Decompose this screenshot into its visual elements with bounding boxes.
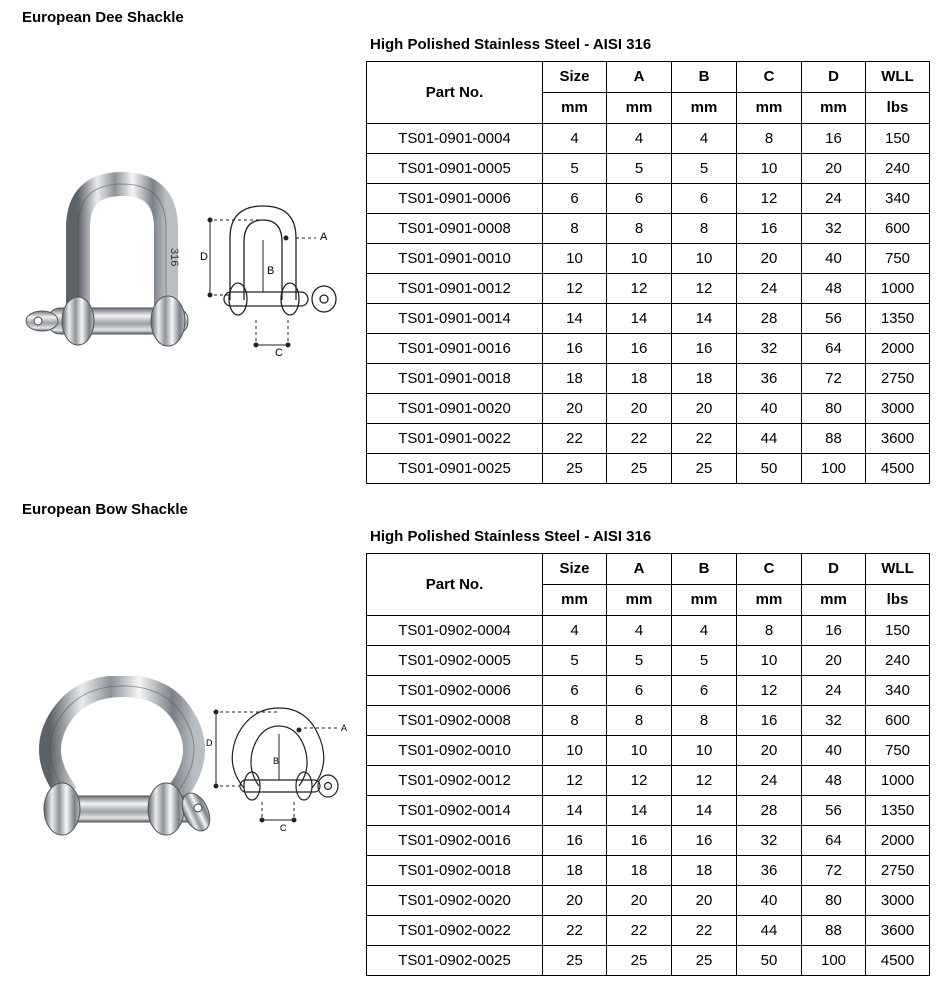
value-cell: 16 [802,616,866,646]
part-number-cell: TS01-0902-0010 [367,736,543,766]
table-row [367,646,930,676]
part-number-cell: TS01-0901-0018 [367,364,543,394]
unit-header: mm [607,93,672,124]
col-header: A [607,62,672,93]
value-cell: 28 [737,304,802,334]
col-header: WLL [866,62,930,93]
value-cell: 20 [802,154,866,184]
part-number-cell: TS01-0902-0008 [367,706,543,736]
value-cell: 6 [543,676,607,706]
value-cell: 16 [737,214,802,244]
value-cell: 4 [607,616,672,646]
value-cell: 20 [607,394,672,424]
value-cell: 12 [543,766,607,796]
value-cell: 18 [672,856,737,886]
unit-header: mm [672,585,737,616]
value-cell: 80 [802,886,866,916]
value-cell: 3000 [866,394,930,424]
value-cell: 25 [672,946,737,976]
value-cell: 10 [672,244,737,274]
value-cell: 150 [866,616,930,646]
table-row [367,616,930,646]
unit-header: mm [737,93,802,124]
part-number-cell: TS01-0901-0010 [367,244,543,274]
col-header: D [802,554,866,585]
table-row [367,946,930,976]
value-cell: 6 [607,184,672,214]
unit-header: mm [672,93,737,124]
spec-table [366,61,930,484]
value-cell: 8 [543,214,607,244]
table-row [367,154,930,184]
value-cell: 5 [607,646,672,676]
part-number-cell: TS01-0901-0016 [367,334,543,364]
value-cell: 2750 [866,364,930,394]
value-cell: 10 [737,154,802,184]
value-cell: 24 [802,184,866,214]
value-cell: 750 [866,736,930,766]
value-cell: 16 [672,334,737,364]
col-header: B [672,62,737,93]
value-cell: 20 [802,646,866,676]
col-header: C [737,554,802,585]
value-cell: 14 [543,796,607,826]
table-row [367,424,930,454]
value-cell: 150 [866,124,930,154]
value-cell: 36 [737,364,802,394]
value-cell: 5 [543,646,607,676]
value-cell: 28 [737,796,802,826]
part-number-cell: TS01-0901-0008 [367,214,543,244]
table-row [367,796,930,826]
header-row [367,62,930,93]
table-row [367,244,930,274]
value-cell: 340 [866,676,930,706]
value-cell: 12 [737,676,802,706]
value-cell: 40 [802,244,866,274]
value-cell: 5 [543,154,607,184]
value-cell: 40 [802,736,866,766]
value-cell: 12 [737,184,802,214]
label-c: C [280,823,287,833]
value-cell: 100 [802,946,866,976]
col-header: Size [543,554,607,585]
value-cell: 22 [543,424,607,454]
value-cell: 36 [737,856,802,886]
value-cell: 8 [672,706,737,736]
value-cell: 44 [737,424,802,454]
part-number-cell: TS01-0901-0014 [367,304,543,334]
table-body [367,616,930,976]
value-cell: 100 [802,454,866,484]
label-d: D [206,738,213,748]
value-cell: 44 [737,916,802,946]
value-cell: 18 [672,364,737,394]
part-number-cell: TS01-0901-0012 [367,274,543,304]
value-cell: 20 [607,886,672,916]
value-cell: 12 [672,274,737,304]
value-cell: 22 [672,916,737,946]
table-row [367,886,930,916]
part-number-cell: TS01-0901-0005 [367,154,543,184]
value-cell: 32 [737,826,802,856]
value-cell: 18 [607,364,672,394]
label-a: A [320,231,328,243]
value-cell: 2000 [866,826,930,856]
value-cell: 4 [543,616,607,646]
value-cell: 6 [543,184,607,214]
value-cell: 14 [672,304,737,334]
value-cell: 8 [737,124,802,154]
value-cell: 32 [802,214,866,244]
value-cell: 600 [866,706,930,736]
value-cell: 4 [672,616,737,646]
value-cell: 16 [543,826,607,856]
value-cell: 10 [607,244,672,274]
value-cell: 48 [802,274,866,304]
value-cell: 600 [866,214,930,244]
table-body [367,124,930,484]
value-cell: 1350 [866,304,930,334]
value-cell: 340 [866,184,930,214]
value-cell: 3000 [866,886,930,916]
value-cell: 240 [866,646,930,676]
value-cell: 56 [802,304,866,334]
value-cell: 12 [543,274,607,304]
part-number-cell: TS01-0902-0004 [367,616,543,646]
value-cell: 4 [607,124,672,154]
unit-header: mm [737,585,802,616]
value-cell: 20 [543,886,607,916]
value-cell: 24 [802,676,866,706]
value-cell: 18 [543,856,607,886]
value-cell: 6 [672,184,737,214]
header-row [367,554,930,585]
value-cell: 20 [672,886,737,916]
col-header: D [802,62,866,93]
table-row [367,364,930,394]
label-b: B [273,756,280,766]
value-cell: 10 [737,646,802,676]
value-cell: 80 [802,394,866,424]
value-cell: 4 [672,124,737,154]
value-cell: 1000 [866,274,930,304]
value-cell: 64 [802,334,866,364]
value-cell: 72 [802,364,866,394]
value-cell: 5 [672,646,737,676]
table-caption: High Polished Stainless Steel - AISI 316 [370,528,652,545]
value-cell: 16 [802,124,866,154]
table-row [367,766,930,796]
value-cell: 8 [607,214,672,244]
value-cell: 32 [802,706,866,736]
value-cell: 5 [672,154,737,184]
value-cell: 6 [672,676,737,706]
value-cell: 25 [672,454,737,484]
value-cell: 16 [737,706,802,736]
col-header: WLL [866,554,930,585]
table-row [367,124,930,154]
part-number-cell: TS01-0901-0020 [367,394,543,424]
shackle-stamp: 316 [168,248,180,267]
value-cell: 25 [607,454,672,484]
part-number-cell: TS01-0902-0012 [367,766,543,796]
value-cell: 16 [543,334,607,364]
value-cell: 22 [607,424,672,454]
value-cell: 3600 [866,916,930,946]
part-number-cell: TS01-0901-0022 [367,424,543,454]
table-row [367,736,930,766]
part-number-cell: TS01-0902-0005 [367,646,543,676]
value-cell: 25 [543,454,607,484]
value-cell: 16 [672,826,737,856]
unit-header: mm [802,585,866,616]
value-cell: 25 [607,946,672,976]
value-cell: 14 [607,304,672,334]
part-number-cell: TS01-0902-0016 [367,826,543,856]
value-cell: 10 [543,736,607,766]
part-number-cell: TS01-0901-0004 [367,124,543,154]
unit-header: mm [543,585,607,616]
value-cell: 10 [607,736,672,766]
value-cell: 32 [737,334,802,364]
col-header: B [672,554,737,585]
col-header: C [737,62,802,93]
value-cell: 4500 [866,454,930,484]
value-cell: 40 [737,886,802,916]
label-c: C [275,347,283,359]
unit-header: lbs [866,93,930,124]
table-row [367,916,930,946]
value-cell: 50 [737,454,802,484]
value-cell: 22 [607,916,672,946]
col-header: A [607,554,672,585]
value-cell: 14 [607,796,672,826]
value-cell: 10 [543,244,607,274]
part-number-cell: TS01-0901-0025 [367,454,543,484]
value-cell: 4500 [866,946,930,976]
value-cell: 56 [802,796,866,826]
value-cell: 14 [543,304,607,334]
value-cell: 22 [543,916,607,946]
value-cell: 12 [672,766,737,796]
part-number-cell: TS01-0902-0020 [367,886,543,916]
unit-header: lbs [866,585,930,616]
value-cell: 24 [737,274,802,304]
label-a: A [341,723,348,733]
value-cell: 22 [672,424,737,454]
value-cell: 3600 [866,424,930,454]
value-cell: 10 [672,736,737,766]
part-number-cell: TS01-0902-0006 [367,676,543,706]
label-b: B [267,265,275,277]
value-cell: 8 [543,706,607,736]
value-cell: 2000 [866,334,930,364]
unit-header: mm [607,585,672,616]
value-cell: 2750 [866,856,930,886]
table-row [367,184,930,214]
value-cell: 88 [802,916,866,946]
value-cell: 12 [607,766,672,796]
value-cell: 16 [607,826,672,856]
value-cell: 14 [672,796,737,826]
spec-table [366,553,930,976]
table-row [367,334,930,364]
bow-shackle-drawing [204,704,354,839]
bow-shackle-photo [28,676,218,856]
value-cell: 6 [607,676,672,706]
value-cell: 16 [607,334,672,364]
col-header: Size [543,62,607,93]
value-cell: 20 [543,394,607,424]
part-number-cell: TS01-0901-0006 [367,184,543,214]
unit-header: mm [802,93,866,124]
value-cell: 18 [607,856,672,886]
part-number-cell: TS01-0902-0014 [367,796,543,826]
table-row [367,214,930,244]
value-cell: 18 [543,364,607,394]
value-cell: 48 [802,766,866,796]
value-cell: 8 [737,616,802,646]
value-cell: 8 [672,214,737,244]
part-no-header: Part No. [367,554,543,616]
unit-header: mm [543,93,607,124]
table-row [367,826,930,856]
value-cell: 240 [866,154,930,184]
part-number-cell: TS01-0902-0025 [367,946,543,976]
table-row [367,856,930,886]
section-title: European Dee Shackle [22,9,184,26]
value-cell: 40 [737,394,802,424]
table-caption: High Polished Stainless Steel - AISI 316 [370,36,652,53]
part-number-cell: TS01-0902-0022 [367,916,543,946]
value-cell: 750 [866,244,930,274]
table-row [367,394,930,424]
part-number-cell: TS01-0902-0018 [367,856,543,886]
table-row [367,676,930,706]
value-cell: 72 [802,856,866,886]
value-cell: 20 [737,244,802,274]
value-cell: 64 [802,826,866,856]
value-cell: 12 [607,274,672,304]
value-cell: 88 [802,424,866,454]
label-d: D [200,251,208,263]
value-cell: 5 [607,154,672,184]
value-cell: 1000 [866,766,930,796]
value-cell: 25 [543,946,607,976]
table-row [367,454,930,484]
value-cell: 4 [543,124,607,154]
value-cell: 1350 [866,796,930,826]
table-row [367,706,930,736]
dee-shackle-photo [18,168,198,378]
value-cell: 20 [672,394,737,424]
section-title: European Bow Shackle [22,501,188,518]
table-row [367,304,930,334]
part-no-header: Part No. [367,62,543,124]
table-row [367,274,930,304]
value-cell: 24 [737,766,802,796]
value-cell: 8 [607,706,672,736]
dee-shackle-drawing [196,200,346,360]
value-cell: 20 [737,736,802,766]
value-cell: 50 [737,946,802,976]
